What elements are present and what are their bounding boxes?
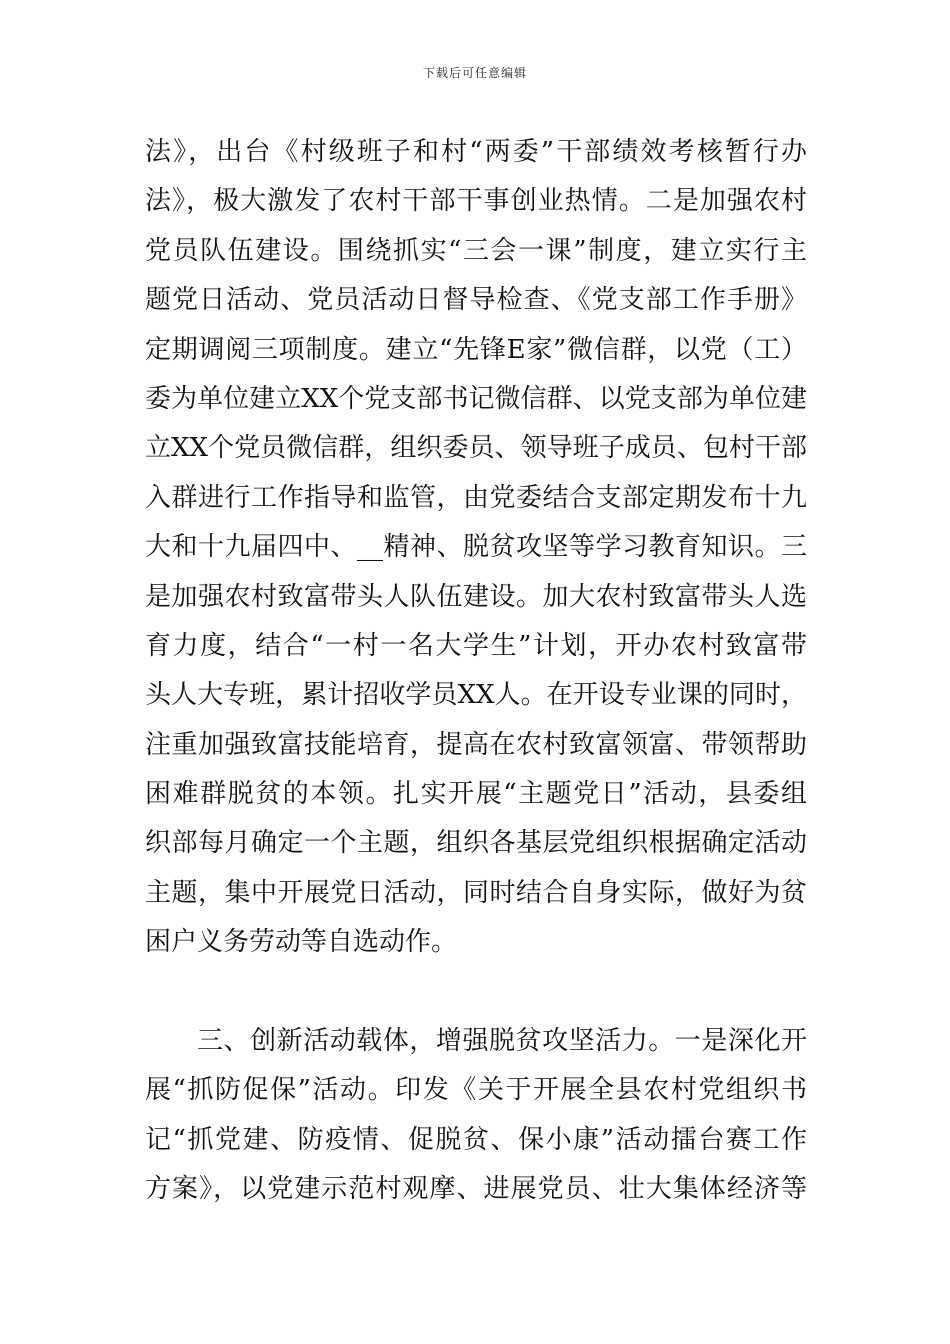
text-line: 定期调阅三项制度。建立“先锋E家”微信群，以党（工） xyxy=(145,334,807,365)
text-line: 法》，极大激发了农村干部干事创业热情。二是加强农村 xyxy=(145,186,807,217)
paragraph-spacer xyxy=(145,968,807,1017)
text-line: 主题，集中开展党日活动，同时结合自身实际，做好为贫 xyxy=(145,877,807,908)
text-line: 立XX个党员微信群，组织委员、领导班子成员、包村干部 xyxy=(145,433,807,464)
page-header: 下载后可任意编辑 xyxy=(422,66,527,80)
text-line: 入群进行工作指导和监管，由党委结合支部定期发布十九 xyxy=(145,482,807,513)
text-line: 织部每月确定一个主题，组织各基层党组织根据确定活动 xyxy=(145,828,807,859)
text-line: 困难群脱贫的本领。扎实开展“主题党日”活动，县委组 xyxy=(145,779,807,810)
document-body xyxy=(145,128,807,1215)
text-line: 注重加强致富技能培育，提高在农村致富领富、带领帮助 xyxy=(145,729,807,760)
text-line: 头人大专班，累计招收学员XX人。在开设专业课的同时， xyxy=(145,680,807,711)
text-line: 法》，出台《村级班子和村“两委”干部绩效考核暂行办 xyxy=(145,137,807,167)
text-line: 委为单位建立XX个党支部书记微信群、以党支部为单位建 xyxy=(145,383,807,414)
paragraph-2 xyxy=(145,1017,807,1215)
paragraph-1 xyxy=(145,128,807,968)
text-line: 展“抓防促保”活动。印发《关于开展全县农村党组织书 xyxy=(145,1075,807,1106)
text-line: 是加强农村致富带头人队伍建设。加大农村致富带头人选 xyxy=(145,581,807,612)
text-line: 方案》，以党建示范村观摩、进展党员、壮大集体经济等 xyxy=(145,1174,807,1205)
text-line: 育力度，结合“一村一名大学生”计划，开办农村致富带 xyxy=(145,630,807,661)
text-line: 三、创新活动载体，增强脱贫攻坚活力。一是深化开 xyxy=(197,1026,807,1057)
text-line: 困户义务劳动等自选动作。 xyxy=(145,927,458,958)
text-line: 题党日活动、党员活动日督导检查、《党支部工作手册》 xyxy=(145,285,807,316)
text-line: 大和十九届四中、__精神、脱贫攻坚等学习教育知识。三 xyxy=(145,532,807,563)
text-line: 记“抓党建、防疫情、促脱贫、保小康”活动擂台赛工作 xyxy=(145,1124,807,1155)
text-line: 党员队伍建设。围绕抓实“三会一课”制度，建立实行主 xyxy=(145,235,807,266)
